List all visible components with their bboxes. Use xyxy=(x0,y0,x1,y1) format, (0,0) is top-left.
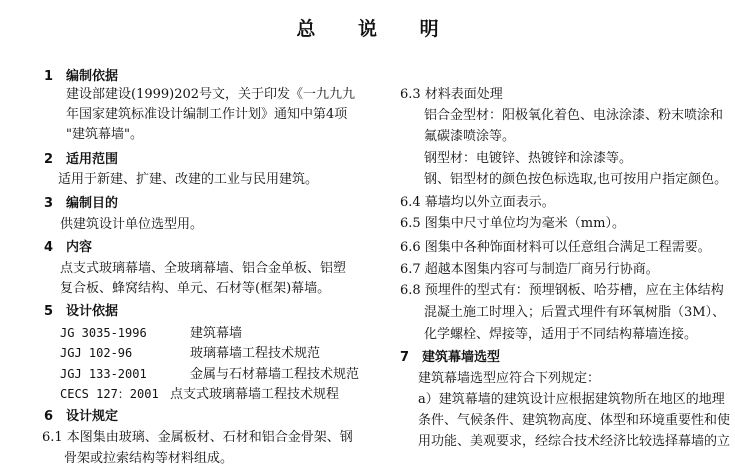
section-number: 6 xyxy=(44,409,54,424)
text-line: 氟碳漆喷涂等。 xyxy=(424,129,516,144)
reference-name: 点支式玻璃幕墙工程技术规程 xyxy=(170,387,340,402)
section-title: 设计规定 xyxy=(66,409,119,424)
section-number: 7 xyxy=(400,350,410,365)
text-line: 供建筑设计单位选型用。 xyxy=(60,217,204,232)
section-title: 适用范围 xyxy=(66,152,119,167)
text-line: 混凝土施工时埋入；后置式埋件有环氧树脂（3M）、 xyxy=(424,305,726,320)
section-6-heading xyxy=(44,409,118,425)
text-line: 年国家建筑标准设计编制工作计划》通知中第4项 xyxy=(66,107,348,122)
section-title: 编制目的 xyxy=(66,196,119,211)
section-number: 1 xyxy=(44,69,54,84)
subsection-heading: 6.3 材料表面处理 xyxy=(400,87,503,102)
text-line: a）建筑幕墙的建筑设计应根据建筑物所在地区的地理 xyxy=(418,392,725,407)
text-line: 化学螺栓、焊接等，适用于不同结构幕墙连接。 xyxy=(424,327,698,342)
text-line: 6.8 预埋件的型式有：预埋钢板、哈芬槽，应在主体结构 xyxy=(400,283,724,298)
reference-row xyxy=(60,325,242,342)
reference-code: JGJ 102-96 xyxy=(60,346,133,360)
reference-code: JG 3035-1996 xyxy=(60,326,147,340)
section-number: 3 xyxy=(44,196,54,211)
reference-row xyxy=(60,386,339,403)
text-line: 6.6 图集中各种饰面材料可以任意组合满足工程需要。 xyxy=(400,240,711,255)
section-title: 建筑幕墙选型 xyxy=(422,350,501,365)
section-title: 内容 xyxy=(66,240,93,255)
reference-row xyxy=(60,366,359,383)
section-5-heading xyxy=(44,304,118,320)
section-title: 设计依据 xyxy=(66,304,119,319)
text-line: 铝合金型材：阳极氧化着色、电泳涂漆、粉末喷涂和 xyxy=(424,108,724,123)
text-line: 适用于新建、扩建、改建的工业与民用建筑。 xyxy=(58,172,319,187)
reference-code: JGJ 133-2001 xyxy=(60,367,147,381)
text-line: 用功能、美观要求，经综合技术经济比较选择幕墙的立 xyxy=(418,434,731,449)
text-line: 骨架或拉索结构等材料组成。 xyxy=(64,451,234,466)
reference-name: 金属与石材幕墙工程技术规范 xyxy=(190,367,360,382)
text-line: 复合板、蜂窝结构、单元、石材等(框架)幕墙。 xyxy=(60,281,331,296)
section-title: 编制依据 xyxy=(66,69,119,84)
section-number: 4 xyxy=(44,240,54,255)
section-2-heading xyxy=(44,152,118,168)
text-line: 建设部建设(1999)202号文，关于印发《一九九九 xyxy=(66,87,356,102)
text-line: 钢、铝型材的颜色按色标选取,也可按用户指定颜色。 xyxy=(424,172,728,187)
page-title: 总 说 明 xyxy=(296,18,457,40)
text-line: 建筑幕墙选型应符合下列规定： xyxy=(418,371,601,386)
text-line: 6.4 幕墙均以外立面表示。 xyxy=(400,195,555,210)
reference-name: 玻璃幕墙工程技术规范 xyxy=(190,346,321,361)
text-line: 6.7 超越本图集内容可与制造厂商另行协商。 xyxy=(400,262,659,277)
section-3-heading xyxy=(44,196,118,212)
text-line: "建筑幕墙"。 xyxy=(66,127,143,142)
reference-code: CECS 127：2001 xyxy=(60,387,159,401)
reference-name: 建筑幕墙 xyxy=(190,326,243,341)
section-4-heading xyxy=(44,240,92,256)
section-1-heading xyxy=(44,69,118,85)
text-line: 6.5 图集中尺寸单位均为毫米（mm）。 xyxy=(400,216,625,231)
section-number: 5 xyxy=(44,304,54,319)
text-line: 条件、气候条件、建筑物高度、体型和环境重要性和使 xyxy=(418,413,731,428)
section-number: 2 xyxy=(44,152,54,167)
section-7-heading xyxy=(400,350,500,366)
text-line: 钢型材：电镀锌、热镀锌和涂漆等。 xyxy=(424,151,633,166)
text-line: 点支式玻璃幕墙、全玻璃幕墙、铝合金单板、铝塑 xyxy=(60,261,347,276)
text-line: 6.1 本图集由玻璃、金属板材、石材和铝合金骨架、钢 xyxy=(42,430,353,445)
reference-row xyxy=(60,345,320,362)
